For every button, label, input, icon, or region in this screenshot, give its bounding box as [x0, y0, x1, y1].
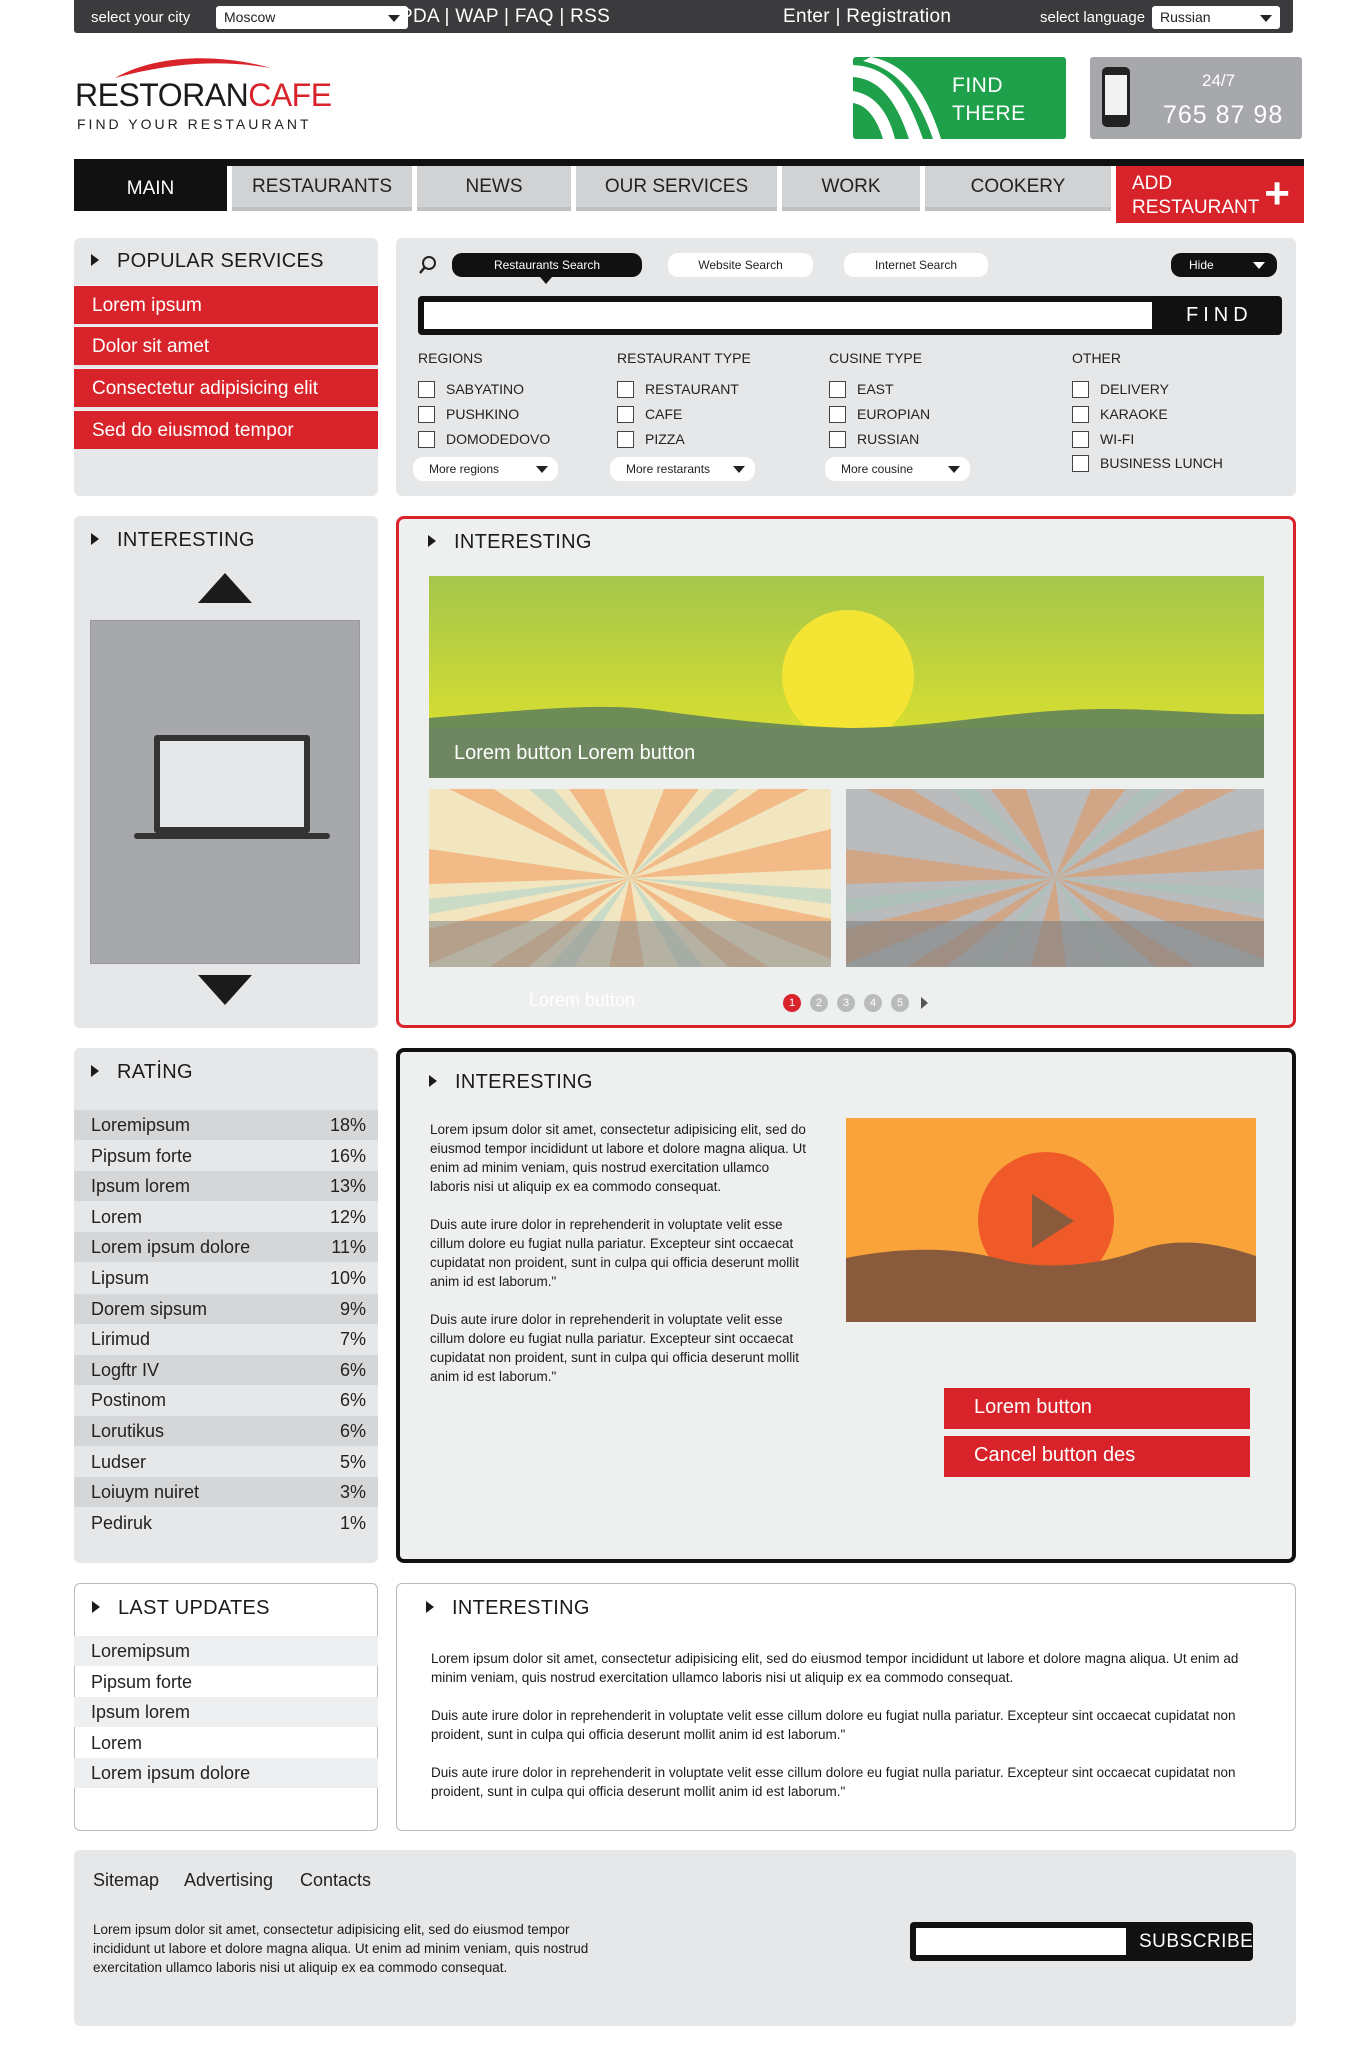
popular-services-panel — [74, 238, 378, 496]
rating-percent: 3% — [339, 1482, 366, 1503]
rating-name: Lorem — [91, 1206, 143, 1227]
rating-name: Pediruk — [91, 1512, 153, 1533]
checkbox-east[interactable]: EAST — [829, 380, 894, 398]
rating-percent: 12% — [329, 1206, 366, 1227]
video-player[interactable] — [846, 1118, 1256, 1322]
checkbox-karaoke[interactable]: KARAOKE — [1072, 405, 1168, 423]
checkbox-delivery[interactable]: DELIVERY — [1072, 380, 1169, 398]
page-dot-5[interactable]: 5 — [891, 994, 909, 1012]
rating-percent: 11% — [331, 1237, 366, 1258]
gallery-thumbnail-2[interactable] — [846, 789, 1264, 967]
rating-name: Lipsum — [91, 1268, 150, 1288]
rating-name: Ipsum lorem — [91, 1176, 191, 1197]
rating-row[interactable] — [74, 1294, 378, 1324]
rating-percent: 10% — [329, 1268, 366, 1288]
rating-name: Dorem sipsum — [91, 1298, 208, 1319]
chevron-down-icon — [388, 15, 400, 22]
logo-name: RESTORANCAFE — [75, 77, 332, 113]
regions-header: REGIONS — [418, 350, 483, 366]
cuisine-type-header: CUSINE TYPE — [829, 350, 923, 366]
language-select[interactable] — [1152, 6, 1280, 29]
scroll-down-arrow-icon[interactable] — [198, 975, 252, 1005]
interesting-side-title: INTERESTING — [91, 529, 255, 552]
popular-services-title: POPULAR SERVICES — [91, 250, 324, 273]
banner-caption[interactable]: Lorem button Lorem button — [454, 742, 696, 764]
tab-internet-search[interactable]: Internet Search — [844, 253, 988, 277]
checkbox-sabyatino[interactable]: SABYATINO — [418, 380, 524, 398]
page-dot-2[interactable]: 2 — [810, 994, 828, 1012]
last-update-item[interactable]: Loremipsum — [74, 1636, 378, 1666]
find-there-label: FIND THERE — [952, 74, 1026, 125]
checkbox-cafe[interactable]: CAFE — [617, 405, 682, 423]
checkbox-domodedovo[interactable]: DOMODEDOVO — [418, 430, 550, 448]
last-updates-title: LAST UPDATES — [92, 1597, 270, 1620]
more-cuisine-label: More cousine — [841, 462, 914, 476]
video-text-2: Duis aute irure dolor in reprehenderit in voluptate velit esse cillum dolore eu fugiat nulla pariatur. Excepteur sint occaecat cupidatat non proident, sunt in culpa qui officia deserunt mollit anim id est laborum." — [430, 1217, 799, 1289]
chevron-down-icon — [733, 466, 745, 473]
checkbox-europian[interactable]: EUROPIAN — [829, 405, 930, 423]
phone-hours: 24/7 — [1202, 71, 1236, 90]
find-button[interactable]: FIND — [1186, 304, 1253, 326]
rating-row[interactable] — [74, 1263, 378, 1293]
tab-website-search[interactable]: Website Search — [668, 253, 813, 277]
triangle-right-icon — [91, 1065, 99, 1077]
last-update-item[interactable]: Lorem — [91, 1732, 143, 1753]
cancel-button[interactable]: Cancel button des — [944, 1436, 1250, 1477]
phone-number: 765 87 98 — [1163, 101, 1284, 129]
rating-name: Logftr IV — [91, 1359, 160, 1380]
interesting-side-panel — [74, 516, 378, 1028]
footer-text: Lorem ipsum dolor sit amet, consectetur adipisicing elit, sed do eiusmod tempor incididunt ut labore et dolore magna aliqua. Ut enim ad minim veniam, quis nostrud exercitation ullamco laboris nisi ut aliquip ex ea commodo consequat. — [93, 1922, 589, 1975]
scroll-up-arrow-icon[interactable] — [198, 573, 252, 603]
rating-name: Pipsum forte — [91, 1145, 193, 1166]
chevron-down-icon — [1260, 15, 1272, 22]
city-value: Moscow — [224, 9, 276, 25]
rating-name: Ludser — [91, 1451, 147, 1472]
footer-link-contacts[interactable]: Contacts — [300, 1870, 372, 1890]
interesting-text-title: INTERESTING — [426, 1597, 590, 1620]
nav-topline — [74, 159, 1304, 166]
rating-row[interactable] — [74, 1385, 378, 1415]
rating-row[interactable] — [74, 1141, 378, 1171]
next-page-arrow-icon[interactable] — [921, 997, 928, 1009]
last-update-item[interactable]: Lorem ipsum dolore — [74, 1758, 378, 1788]
triangle-right-icon — [91, 254, 99, 266]
rating-percent: 6% — [339, 1359, 366, 1380]
rating-percent: 7% — [339, 1329, 366, 1350]
last-update-item[interactable]: Ipsum lorem — [74, 1697, 378, 1727]
phone-icon — [1102, 67, 1130, 127]
more-cuisine-dropdown[interactable] — [825, 457, 970, 481]
rating-row[interactable] — [74, 1355, 378, 1385]
add-restaurant-line2: RESTAURANT — [1132, 197, 1260, 218]
language-label: select language — [1040, 9, 1146, 26]
page-dot-4[interactable]: 4 — [864, 994, 882, 1012]
rating-title: RATİNG — [91, 1061, 193, 1084]
rating-percent: 18% — [329, 1115, 366, 1135]
rating-name: Lorutikus — [91, 1421, 165, 1441]
rating-percent: 6% — [339, 1390, 366, 1411]
top-bar — [74, 0, 1293, 33]
tab-cookery[interactable]: COOKERY — [925, 166, 1111, 211]
top-links[interactable]: PDA | WAP | FAQ | RSS — [400, 6, 611, 27]
interesting-text-1: Lorem ipsum dolor sit amet, consectetur adipisicing elit, sed do eiusmod tempor incididunt ut labore et dolore magna aliqua. Ut enim ad minim veniam, quis nostrud exercitation ullamco laboris nisi ut aliquip ex ea commodo consequat. — [431, 1651, 1239, 1685]
chevron-down-icon — [536, 466, 548, 473]
tab-restaurants[interactable]: RESTAURANTS — [232, 166, 412, 211]
more-restaurants-label: More restarants — [626, 462, 711, 476]
rating-name: Loiuym nuiret — [91, 1482, 200, 1503]
subscribe-input[interactable] — [916, 1928, 1126, 1955]
logo[interactable] — [75, 52, 335, 132]
tab-our-services[interactable]: OUR SERVICES — [576, 166, 777, 211]
subscribe-form — [910, 1922, 1253, 1961]
rating-row[interactable] — [74, 1324, 378, 1354]
tab-news[interactable]: NEWS — [417, 166, 571, 211]
hide-label: Hide — [1189, 258, 1214, 272]
add-restaurant-button[interactable] — [1116, 166, 1304, 223]
interesting-video-panel — [396, 1048, 1296, 1563]
rating-name: Loremipsum — [91, 1115, 191, 1135]
interesting-gallery-panel — [396, 516, 1296, 1028]
video-text-1: Lorem ipsum dolor sit amet, consectetur adipisicing elit, sed do eiusmod tempor incididunt ut labore et dolore magna aliqua. Ut enim ad minim veniam, quis nostrud exercitation ullamco laboris nisi ut aliquip ex ea commodo consequat. — [430, 1122, 806, 1194]
add-restaurant-line1: ADD — [1132, 173, 1173, 194]
rating-row[interactable] — [74, 1416, 378, 1446]
rating-row[interactable] — [74, 1232, 378, 1262]
triangle-right-icon — [91, 533, 99, 545]
hide-dropdown[interactable] — [1171, 253, 1277, 277]
interesting-text-3: Duis aute irure dolor in reprehenderit in voluptate velit esse cillum dolore eu fugiat nulla pariatur. Excepteur sint occaecat cupidatat non proident, sunt in culpa qui officia deserunt mollit anim id est laborum." — [431, 1765, 1236, 1799]
search-bar — [418, 296, 1282, 335]
rating-row[interactable] — [74, 1110, 378, 1140]
chevron-down-icon — [1253, 262, 1265, 269]
more-regions-dropdown[interactable] — [413, 457, 558, 481]
interesting-gallery-title: INTERESTING — [428, 531, 592, 554]
interesting-text-panel — [396, 1583, 1296, 1831]
rating-name: Postinom — [91, 1390, 167, 1411]
checkbox-pizza[interactable]: PIZZA — [617, 430, 685, 448]
tab-main[interactable]: MAIN — [74, 166, 227, 211]
faded-caption: Lorem button — [529, 990, 636, 1010]
popular-service-item[interactable]: Lorem ipsum — [74, 285, 378, 324]
rating-percent: 16% — [329, 1145, 366, 1166]
page-dot-1[interactable]: 1 — [783, 994, 801, 1012]
subscribe-button[interactable]: SUBSCRIBE — [1139, 1931, 1254, 1952]
phone-box — [1090, 57, 1302, 139]
footer — [74, 1850, 1296, 2026]
chevron-down-icon — [948, 466, 960, 473]
video-text-3: Duis aute irure dolor in reprehenderit in voluptate velit esse cillum dolore eu fugiat nulla pariatur. Excepteur sint occaecat cupidatat non proident, sunt in culpa qui officia deserunt mollit anim id est laborum." — [430, 1312, 799, 1384]
triangle-right-icon — [92, 1601, 100, 1613]
device-preview — [90, 620, 360, 964]
other-header: OTHER — [1072, 350, 1121, 366]
rating-percent: 1% — [339, 1512, 366, 1533]
active-tab-pointer-icon — [540, 277, 552, 284]
rating-percent: 9% — [339, 1298, 366, 1319]
more-regions-label: More regions — [429, 462, 500, 476]
interesting-video-title: INTERESTING — [429, 1071, 593, 1094]
rating-percent: 6% — [339, 1421, 366, 1441]
triangle-right-icon — [428, 535, 436, 547]
gallery-thumbnail-1[interactable] — [429, 789, 831, 967]
triangle-right-icon — [429, 1075, 437, 1087]
auth-links[interactable]: Enter | Registration — [783, 6, 952, 27]
search-input[interactable] — [424, 302, 1152, 329]
rating-name: Lirimud — [91, 1329, 151, 1350]
road-waves-icon — [853, 57, 953, 139]
rating-row[interactable] — [74, 1508, 378, 1538]
rating-row[interactable] — [74, 1477, 378, 1507]
tab-work[interactable]: WORK — [782, 166, 920, 211]
rating-row[interactable] — [74, 1447, 378, 1477]
tab-restaurants-search[interactable]: Restaurants Search — [452, 253, 642, 277]
checkbox-russian[interactable]: RUSSIAN — [829, 430, 919, 448]
more-restaurants-dropdown[interactable] — [610, 457, 755, 481]
search-icon — [418, 255, 438, 275]
logo-tagline: FIND YOUR RESTAURANT — [77, 116, 312, 132]
rating-name: Lorem ipsum dolore — [91, 1237, 251, 1258]
popular-service-item[interactable]: Dolor sit amet — [74, 326, 378, 365]
lorem-button[interactable]: Lorem button — [944, 1388, 1250, 1429]
rating-percent: 5% — [339, 1451, 366, 1472]
plus-icon: + — [1264, 169, 1290, 218]
triangle-right-icon — [426, 1601, 434, 1613]
interesting-text-2: Duis aute irure dolor in reprehenderit in voluptate velit esse cillum dolore eu fugiat nulla pariatur. Excepteur sint occaecat cupidatat non proident, sunt in culpa qui officia deserunt mollit anim id est laborum." — [431, 1708, 1236, 1742]
checkbox-pushkino[interactable]: PUSHKINO — [418, 405, 519, 423]
footer-link-sitemap[interactable]: Sitemap — [93, 1870, 160, 1890]
page-dot-3[interactable]: 3 — [837, 994, 855, 1012]
rating-row[interactable] — [74, 1202, 378, 1232]
language-value: Russian — [1160, 9, 1211, 25]
last-update-item[interactable]: Pipsum forte — [91, 1671, 193, 1692]
checkbox-restaurant[interactable]: RESTAURANT — [617, 380, 739, 398]
popular-service-item[interactable]: Consectetur adipisicing elit — [74, 368, 378, 407]
rating-row[interactable] — [74, 1171, 378, 1201]
checkbox-business-lunch[interactable]: BUSINESS LUNCH — [1072, 454, 1223, 472]
restaurant-type-header: RESTAURANT TYPE — [617, 350, 751, 366]
find-there-banner[interactable] — [853, 57, 1066, 139]
footer-link-advertising[interactable]: Advertising — [184, 1870, 274, 1890]
checkbox-wifi[interactable]: WI-FI — [1072, 430, 1134, 448]
laptop-icon — [134, 733, 330, 847]
city-select[interactable] — [216, 6, 408, 29]
city-label: select your city — [91, 9, 191, 26]
popular-service-item[interactable]: Sed do eiusmod tempor — [74, 410, 378, 449]
rating-percent: 13% — [329, 1176, 366, 1197]
